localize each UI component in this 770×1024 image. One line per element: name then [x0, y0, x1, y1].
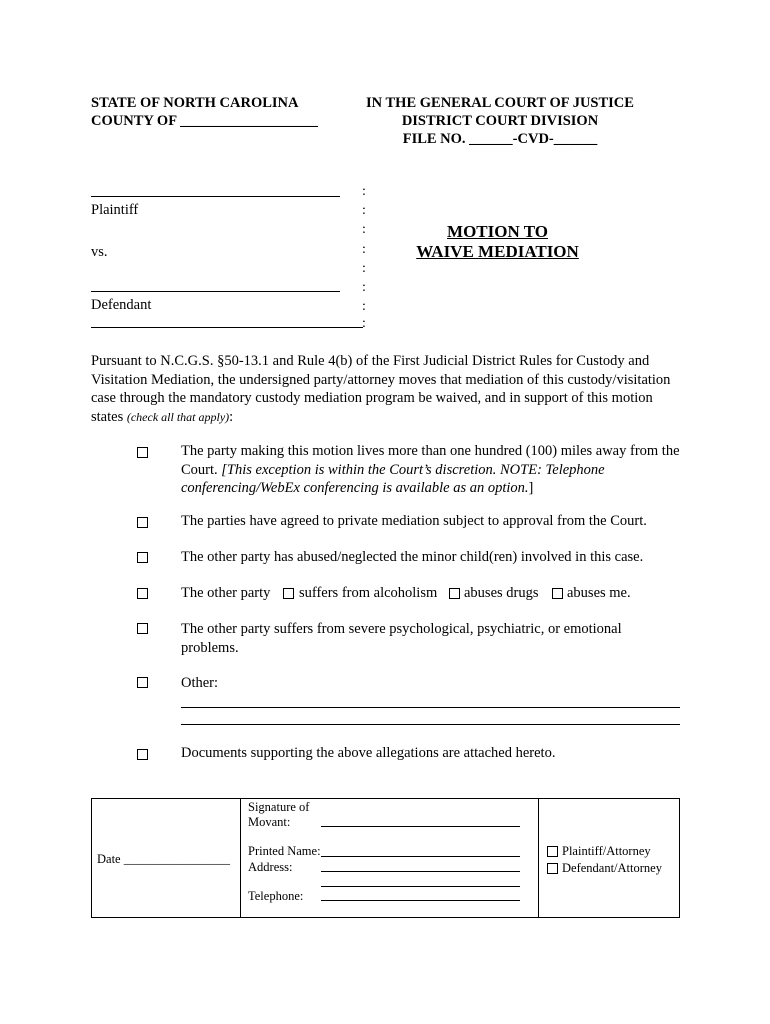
defendant-attorney-label: Defendant/Attorney	[562, 861, 662, 875]
signature-of-label: Signature of	[248, 800, 310, 814]
signature-box	[91, 798, 680, 918]
other-party-checkbox[interactable]	[137, 588, 148, 599]
distance-note: [This exception is within the Court’s discretion. NOTE: Telephone conferencing/WebEx conferencing is available as an option.	[181, 461, 605, 496]
defendant-label: Defendant	[91, 297, 152, 313]
plaintiff-line[interactable]	[91, 196, 340, 197]
abuse-neglect-checkbox[interactable]	[137, 552, 148, 563]
other-checkbox[interactable]	[137, 677, 148, 688]
abuses-me-checkbox[interactable]	[552, 588, 563, 599]
file-number: FILE NO. ______-CVD-______	[402, 131, 598, 147]
movant-label: Movant:	[248, 815, 291, 829]
printed-name-line[interactable]	[321, 856, 520, 857]
psych-checkbox[interactable]	[137, 623, 148, 634]
abuses-me-text: abuses me.	[567, 585, 631, 601]
documents-text: Documents supporting the above allegations are attached hereto.	[181, 745, 556, 761]
defendant-attorney-checkbox[interactable]	[547, 863, 558, 874]
court-label: IN THE GENERAL COURT OF JUSTICE	[366, 95, 634, 111]
vs-label: vs.	[91, 244, 108, 260]
distance-option	[181, 442, 681, 498]
intro-paragraph	[91, 352, 681, 426]
other-label: Other:	[181, 675, 219, 691]
other-line-2[interactable]	[181, 724, 680, 725]
psych-text: The other party suffers from severe psychological, psychiatric, or emotional problems.	[181, 621, 622, 656]
state-label: STATE OF NORTH CAROLINA	[91, 95, 299, 111]
documents-checkbox[interactable]	[137, 749, 148, 760]
plaintiff-attorney-checkbox[interactable]	[547, 846, 558, 857]
defendant-line[interactable]	[91, 291, 340, 292]
distance-text: The party making this motion lives more than one hundred (100) miles away from the Court.	[181, 443, 680, 478]
telephone-label: Telephone:	[248, 889, 304, 903]
motion-title-line2: WAIVE MEDIATION	[416, 242, 579, 261]
signature-divider-right	[538, 799, 539, 917]
telephone-line[interactable]	[321, 900, 520, 901]
drugs-checkbox[interactable]	[449, 588, 460, 599]
plaintiff-attorney-label: Plaintiff/Attorney	[562, 844, 651, 858]
address-label: Address:	[248, 860, 293, 874]
caption-bottom-line	[91, 327, 363, 328]
address-line-2[interactable]	[321, 886, 520, 887]
plaintiff-label: Plaintiff	[91, 202, 139, 218]
signature-divider-left	[240, 799, 241, 917]
other-line-1[interactable]	[181, 707, 680, 708]
division-label: DISTRICT COURT DIVISION	[401, 113, 599, 129]
alcoholism-text: suffers from alcoholism	[299, 585, 438, 601]
printed-name-label: Printed Name:	[248, 844, 321, 858]
movant-signature-line[interactable]	[321, 826, 520, 827]
date-field[interactable]: Date _________________	[97, 852, 230, 866]
county-label: COUNTY OF ___________________	[91, 113, 318, 129]
address-line-1[interactable]	[321, 871, 520, 872]
distance-checkbox[interactable]	[137, 447, 148, 458]
private-mediation-text: The parties have agreed to private mediation subject to approval from the Court.	[181, 513, 647, 529]
private-mediation-checkbox[interactable]	[137, 517, 148, 528]
other-party-prefix: The other party	[181, 585, 271, 601]
drugs-text: abuses drugs	[464, 585, 539, 601]
intro-text: Pursuant to N.C.G.S. §50-13.1 and Rule 4(b) of the First Judicial District Rules for Custody and Visitation Mediation, the undersigned party/attorney moves that mediation of this custody/visitation case through the mandatory custody mediation program be waived, and in support of this motion states	[91, 353, 671, 425]
motion-title-line1: MOTION TO	[447, 222, 548, 241]
intro-note: (check all that apply)	[126, 409, 230, 424]
distance-end: ]	[528, 480, 534, 496]
alcoholism-checkbox[interactable]	[283, 588, 294, 599]
intro-end: :	[229, 408, 234, 425]
abuse-neglect-text: The other party has abused/neglected the minor child(ren) involved in this case.	[181, 549, 644, 565]
